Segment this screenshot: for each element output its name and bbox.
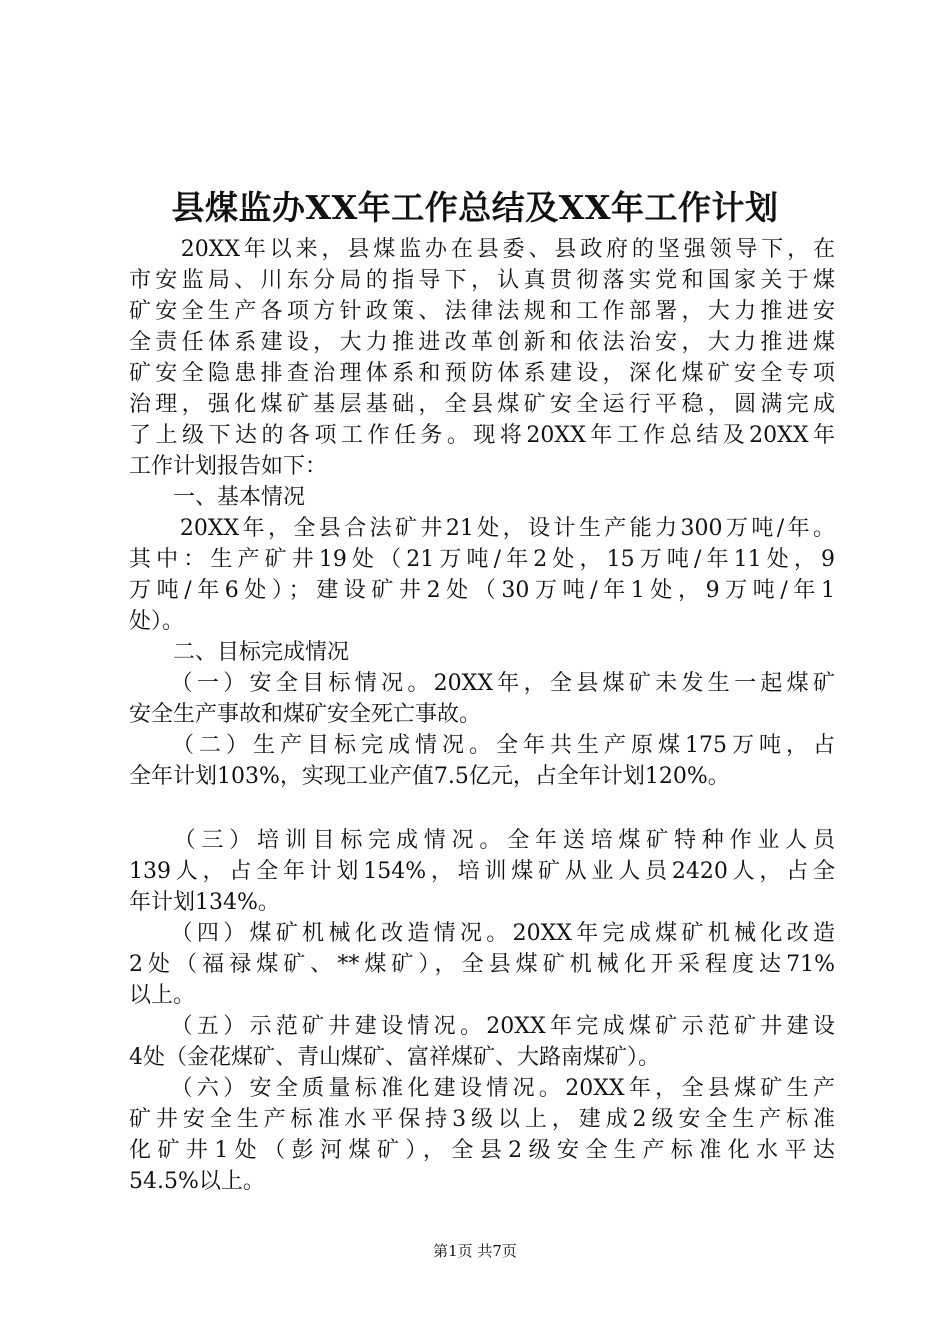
document-body [129, 234, 835, 1197]
body-line: 矿安全生产各项方针政策、法律法规和工作部署，大力推进安 [129, 299, 835, 324]
body-line: 万吨/年6处）；建设矿井2处（30万吨/年1处，9万吨/年1 [129, 578, 835, 603]
body-line: 处）。 [129, 609, 185, 634]
body-line: 其中：生产矿井19处（21万吨/年2处，15万吨/年11处，9 [129, 547, 835, 572]
blank-line [129, 792, 835, 825]
body-line: （六）安全质量标准化建设情况。20XX年，全县煤矿生产 [129, 1076, 835, 1101]
body-line: 以上。 [129, 983, 196, 1008]
section-heading: 二、目标完成情况 [129, 640, 350, 665]
body-line: 矿井安全生产标准水平保持3级以上，建成2级安全生产标准 [129, 1107, 835, 1132]
body-line: 矿安全隐患排查治理体系和预防体系建设，深化煤矿安全专项 [129, 361, 835, 386]
body-line: （四）煤矿机械化改造情况。20XX年完成煤矿机械化改造 [129, 921, 835, 946]
body-line: 治理，强化煤矿基层基础，全县煤矿安全运行平稳，圆满完成 [129, 392, 835, 417]
body-line: 年计划134%。 [129, 890, 280, 915]
body-line: 化矿井1处（彭河煤矿），全县2级安全生产标准化水平达 [129, 1138, 835, 1163]
body-line: 全责任体系建设，大力推进改革创新和依法治安，大力推进煤 [129, 330, 835, 355]
page-footer: 第1页 共7页 [433, 1242, 517, 1260]
body-line: 工作计划报告如下： [129, 454, 328, 479]
body-line: 54.5%以上。 [129, 1169, 265, 1194]
body-line: 市安监局、川东分局的指导下，认真贯彻落实党和国家关于煤 [129, 268, 835, 293]
body-line: 全年计划103%，实现工业产值7.5亿元，占全年计划120%。 [129, 764, 730, 789]
body-line: （五）示范矿井建设情况。20XX年完成煤矿示范矿井建设 [129, 1014, 835, 1039]
body-line: 4处（金花煤矿、青山煤矿、富祥煤矿、大路南煤矿）。 [129, 1045, 660, 1070]
body-line: 20XX年以来，县煤监办在县委、县政府的坚强领导下，在 [129, 237, 835, 262]
body-line: 安全生产事故和煤矿安全死亡事故。 [129, 702, 482, 727]
body-line: 139人，占全年计划154%，培训煤矿从业人员2420人，占全 [129, 859, 835, 884]
body-line: （一）安全目标情况。20XX年，全县煤矿未发生一起煤矿 [129, 671, 835, 696]
body-line: 20XX年，全县合法矿井21处，设计生产能力300万吨/年。 [129, 516, 835, 541]
body-line: （三）培训目标完成情况。全年送培煤矿特种作业人员 [129, 828, 835, 853]
body-line: 了上级下达的各项工作任务。现将20XX年工作总结及20XX年 [129, 423, 835, 448]
section-heading: 一、基本情况 [129, 485, 306, 510]
page-title: 县煤监办XX年工作总结及XX年工作计划 [171, 188, 779, 227]
body-line: 2处（福禄煤矿、**煤矿），全县煤矿机械化开采程度达71% [129, 952, 835, 977]
body-line: （二）生产目标完成情况。全年共生产原煤175万吨，占 [129, 733, 835, 758]
